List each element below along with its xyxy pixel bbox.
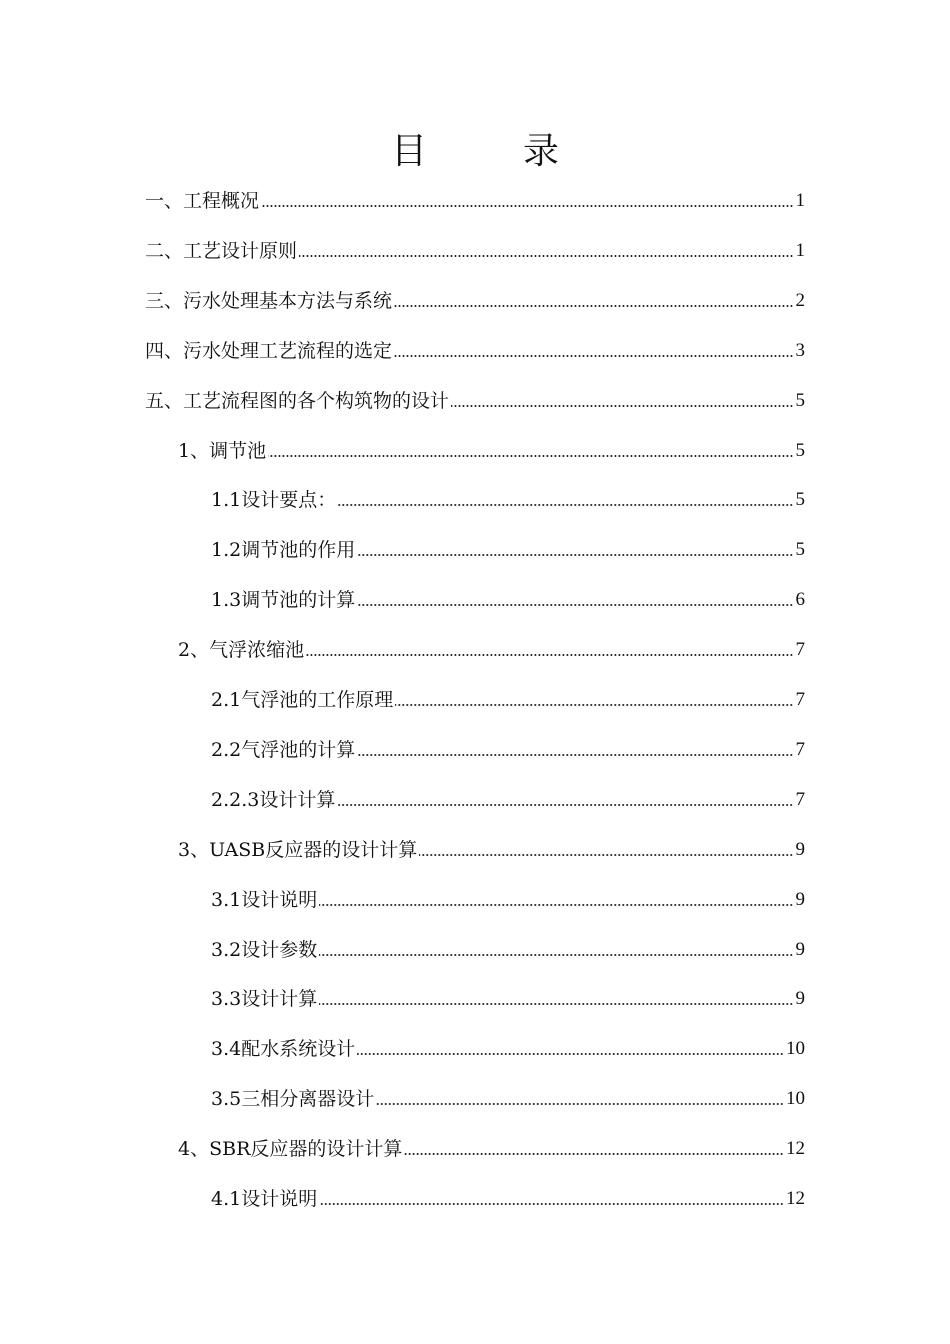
toc-dot-leader: [338, 502, 793, 508]
toc-dot-leader: [451, 403, 793, 409]
toc-entry-label: 三、污水处理基本方法与系统: [145, 289, 393, 312]
toc-entry[interactable]: [211, 675, 805, 725]
toc-page-number: 5: [795, 489, 805, 511]
toc-page-number: 7: [795, 788, 805, 810]
toc-page-number: 9: [795, 888, 805, 910]
toc-entry-label: 3.1设计说明: [211, 888, 318, 911]
toc-page-number: 10: [786, 1088, 805, 1110]
toc-dot-leader: [337, 802, 793, 808]
toc-entry[interactable]: [145, 376, 805, 426]
toc-dot-leader: [306, 652, 793, 658]
toc-page-number: 7: [795, 738, 805, 760]
toc-entry[interactable]: [178, 825, 805, 875]
toc-dot-leader: [299, 253, 793, 259]
toc-entry[interactable]: [211, 525, 805, 575]
toc-dot-leader: [395, 702, 793, 708]
page-title: 目 录: [390, 131, 589, 172]
toc-page-number: 7: [795, 639, 805, 661]
toc-entry-label: 五、工艺流程图的各个构筑物的设计: [145, 389, 450, 412]
toc-entry-label: 2.2气浮池的计算: [211, 738, 356, 761]
toc-entry-label: 2.2.3设计计算: [211, 788, 336, 811]
toc-entry[interactable]: [211, 974, 805, 1024]
toc-entry[interactable]: [178, 1124, 805, 1174]
toc-page-number: 5: [795, 439, 805, 461]
toc-dot-leader: [319, 952, 793, 958]
toc-entry[interactable]: [211, 875, 805, 925]
toc-entry-label: 3、UASB反应器的设计计算: [178, 838, 418, 861]
toc-dot-leader: [357, 602, 793, 608]
toc-page-number: 3: [795, 339, 805, 361]
toc-page-number: 1: [795, 239, 805, 261]
toc-entry[interactable]: [211, 575, 805, 625]
toc-entry-label: 4、SBR反应器的设计计算: [178, 1138, 403, 1161]
toc-page-number: 9: [795, 988, 805, 1010]
toc-page-number: 9: [795, 938, 805, 960]
toc-page-number: 9: [795, 838, 805, 860]
toc-entry-label: 3.3设计计算: [211, 988, 318, 1011]
toc-entry-label: 1.1设计要点：: [211, 489, 337, 512]
toc-dot-leader: [357, 1051, 784, 1057]
toc-page-number: 5: [795, 539, 805, 561]
toc-entry[interactable]: [145, 176, 805, 226]
toc-dot-leader: [419, 852, 793, 858]
toc-entry[interactable]: [211, 1074, 805, 1124]
toc-page-number: 7: [795, 689, 805, 710]
toc-page-number: 5: [795, 389, 805, 411]
toc-entry[interactable]: [145, 276, 805, 326]
toc-entry[interactable]: [145, 226, 805, 276]
toc-page-number: 2: [795, 289, 805, 311]
toc-entry[interactable]: [178, 426, 805, 476]
toc-dot-leader: [394, 353, 793, 359]
toc-page-number: 10: [786, 1038, 805, 1060]
toc-dot-leader: [268, 453, 793, 459]
toc-entry-label: 2、气浮浓缩池: [178, 639, 305, 662]
toc-entry-label: 3.5三相分离器设计: [211, 1088, 375, 1111]
toc-entry-label: 3.4配水系统设计: [211, 1038, 356, 1061]
toc-page-number: 6: [795, 589, 805, 611]
toc-dot-leader: [261, 203, 793, 209]
toc-entry-label: 1.3调节池的计算: [211, 589, 356, 612]
toc-dot-leader: [404, 1151, 784, 1157]
toc-dot-leader: [357, 752, 793, 758]
toc-entry[interactable]: [211, 475, 805, 525]
toc-page-number: 12: [786, 1138, 805, 1160]
toc-entry[interactable]: [178, 625, 805, 675]
toc-entry-label: 3.2设计参数: [211, 938, 318, 961]
toc-entry[interactable]: [211, 1024, 805, 1074]
toc-dot-leader: [319, 902, 793, 908]
toc-dot-leader: [357, 552, 793, 558]
toc-dot-leader: [319, 1201, 784, 1207]
toc-entry-label: 1.2调节池的作用: [211, 539, 356, 562]
toc-dot-leader: [376, 1101, 784, 1107]
toc-entry-label: 四、污水处理工艺流程的选定: [145, 339, 393, 362]
toc-entry[interactable]: [211, 775, 805, 825]
toc-entry[interactable]: [145, 326, 805, 376]
toc-dot-leader: [319, 1001, 793, 1007]
toc-entry-label: 4.1设计说明: [211, 1188, 318, 1210]
toc-page-number: 12: [786, 1188, 805, 1209]
toc-entry[interactable]: [211, 925, 805, 975]
toc-page-number: 1: [795, 190, 805, 211]
toc-dot-leader: [394, 303, 793, 309]
toc-entry-label: 1、调节池: [178, 439, 267, 462]
toc-entry-label: 二、工艺设计原则: [145, 239, 298, 262]
toc-entry[interactable]: [211, 1174, 805, 1224]
toc-entry-label: 2.1气浮池的工作原理: [211, 689, 394, 711]
toc-entry[interactable]: [211, 725, 805, 775]
toc-entry-label: 一、工程概况: [145, 190, 260, 212]
